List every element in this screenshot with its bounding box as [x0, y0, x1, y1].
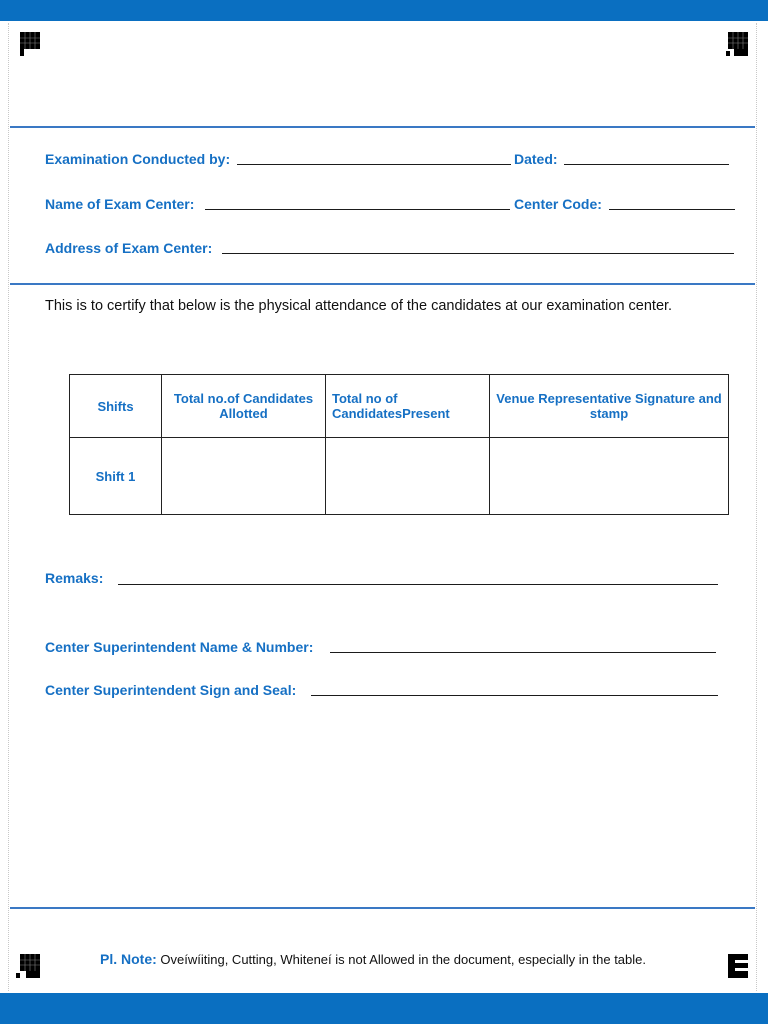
address-field[interactable]: [222, 253, 734, 254]
superintendent-name-field[interactable]: [330, 652, 716, 653]
conducted-by-field[interactable]: [237, 164, 511, 165]
column-header-signature: Venue Representative Signature and stamp: [490, 375, 729, 438]
allotted-cell[interactable]: [162, 438, 326, 515]
top-color-band: [0, 0, 768, 21]
note-text: Oveíwíiting, Cutting, Whiteneí is not Allowed in the document, especially in the table.: [160, 952, 647, 967]
attendance-table: [69, 374, 729, 515]
footer-note: [100, 951, 646, 967]
superintendent-name-label: Center Superintendent Name & Number:: [45, 639, 314, 655]
section-rule: [10, 283, 755, 285]
header-rule: [10, 126, 755, 128]
superintendent-sign-field[interactable]: [311, 695, 718, 696]
column-header-shifts: Shifts: [70, 375, 162, 438]
shift-cell: Shift 1: [70, 438, 162, 515]
center-code-label: Center Code:: [514, 196, 602, 212]
dated-label: Dated:: [514, 151, 558, 167]
present-cell[interactable]: [326, 438, 490, 515]
corner-mark-icon: [728, 954, 748, 978]
bottom-color-band: [0, 993, 768, 1024]
superintendent-sign-label: Center Superintendent Sign and Seal:: [45, 682, 297, 698]
address-label: Address of Exam Center:: [45, 240, 213, 256]
table-header-row: [70, 375, 729, 438]
signature-cell[interactable]: [490, 438, 729, 515]
remarks-label: Remaks:: [45, 570, 104, 586]
footer-rule: [10, 907, 755, 909]
certify-statement: This is to certify that below is the physical attendance of the candidates at our examination center.: [45, 298, 673, 314]
conducted-by-label: Examination Conducted by:: [45, 151, 231, 167]
corner-mark-icon: [20, 32, 40, 56]
column-header-allotted: Total no.of Candidates Allotted: [162, 375, 326, 438]
center-code-field[interactable]: [609, 209, 735, 210]
remarks-field[interactable]: [118, 584, 718, 585]
note-label: Pl. Note:: [100, 951, 157, 967]
dated-field[interactable]: [564, 164, 729, 165]
center-name-label: Name of Exam Center:: [45, 196, 195, 212]
corner-mark-icon: [16, 954, 36, 978]
column-header-present: Total no of CandidatesPresent: [326, 375, 490, 438]
corner-mark-icon: [726, 32, 746, 56]
table-row: [70, 438, 729, 515]
center-name-field[interactable]: [205, 209, 510, 210]
